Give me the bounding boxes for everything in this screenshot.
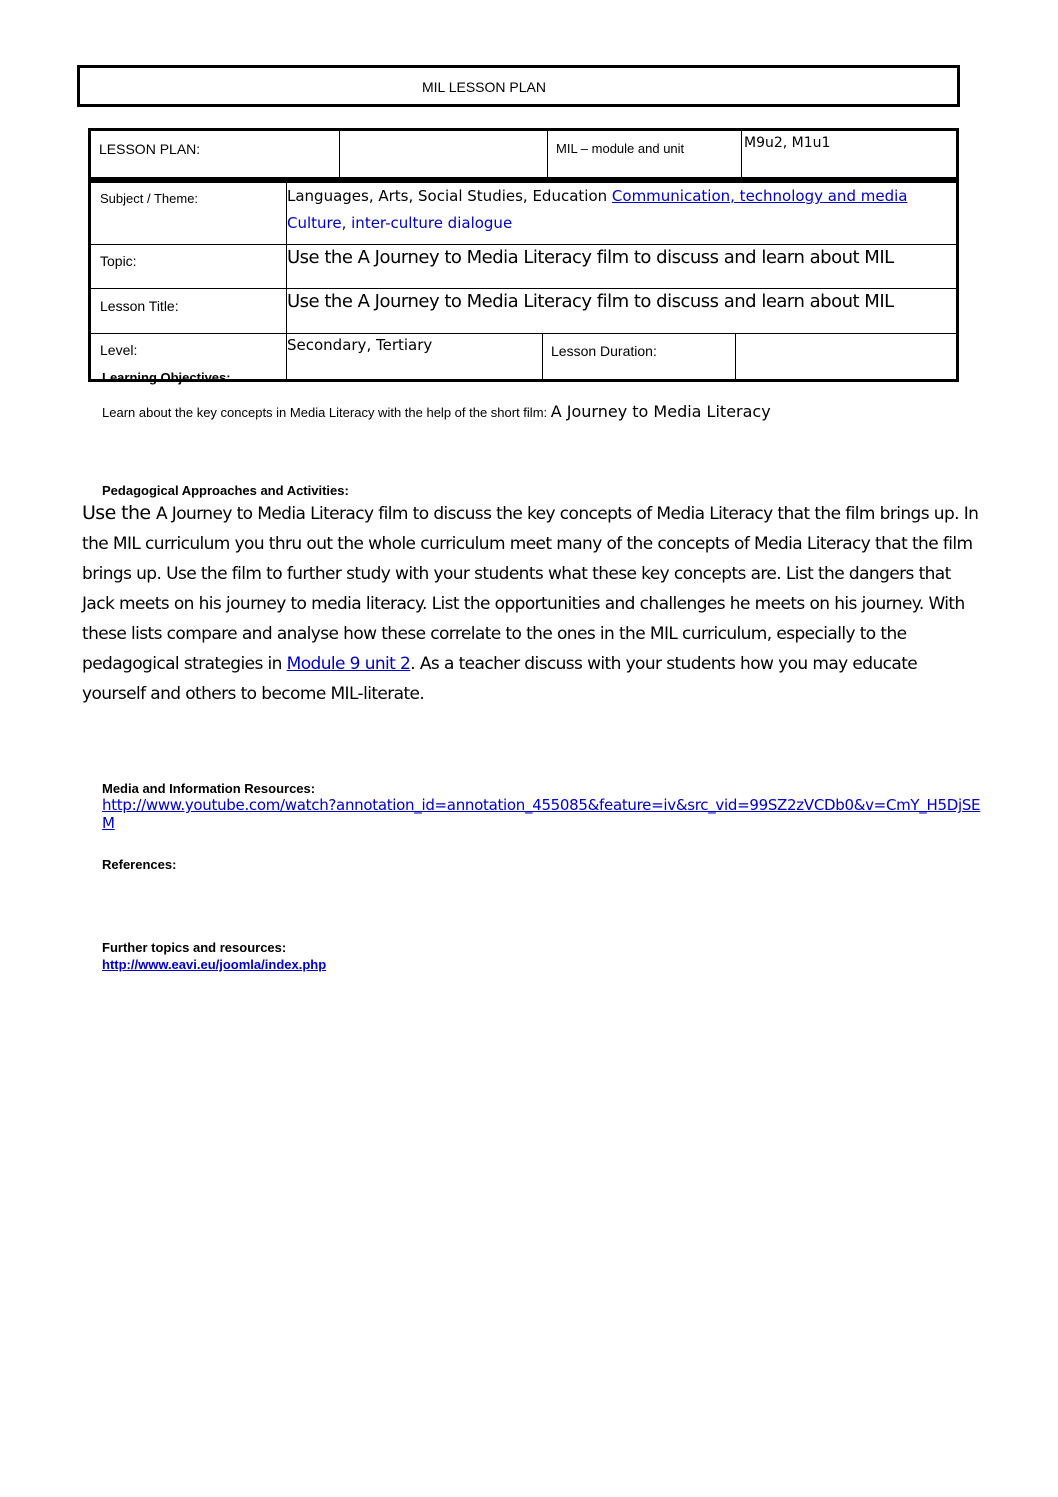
topic-label: Topic: xyxy=(90,245,287,289)
lesson-title-value: Use the A Journey to Media Literacy film to discuss and learn about MIL xyxy=(287,289,958,334)
duration-value xyxy=(736,334,958,381)
subject-link-communication[interactable]: Communication, technology and media xyxy=(611,187,908,205)
lesson-plan-label: LESSON PLAN: xyxy=(90,130,340,179)
resources-heading: Media and Information Resources: xyxy=(102,781,316,796)
lesson-title-label: Lesson Title: xyxy=(90,289,287,334)
info-table xyxy=(88,180,959,382)
learning-objectives-body: Learn about the key concepts in Media Literacy with the help of the short film: xyxy=(102,405,551,420)
references-heading: References: xyxy=(102,857,177,872)
pedagogical-lead: Use the xyxy=(82,502,156,524)
subject-label: Subject / Theme: xyxy=(90,182,287,245)
subject-value-cell xyxy=(287,182,958,245)
learning-objectives-text xyxy=(102,402,771,421)
eavi-resource-link[interactable]: http://www.eavi.eu/joomla/index.php xyxy=(102,957,327,972)
pedagogical-body: A Journey to Media Literacy film to discuss the key concepts of Media Literacy that the film brings up. In the MIL curriculum you thru out the whole curriculum meet many of the concepts of Media Literacy that the film brings up. Use the film to further study with your students what these key concepts are. List the dangers that Jack meets on his journey to media literacy. List the opportunities and challenges he meets on his journey. With these lists compare and analyse how these correlate to the ones in the MIL curriculum, especially to the pedagogical strategies in xyxy=(82,504,979,674)
lesson-plan-value xyxy=(340,130,548,179)
further-topics-heading: Further topics and resources: xyxy=(102,940,287,955)
duration-label: Lesson Duration: xyxy=(543,334,736,381)
film-name: A Journey to Media Literacy xyxy=(550,402,771,421)
topic-value: Use the A Journey to Media Literacy film to discuss and learn about MIL xyxy=(287,245,958,289)
document-title-box xyxy=(77,65,960,107)
document-title: MIL LESSON PLAN xyxy=(422,79,546,95)
pedagogical-heading: Pedagogical Approaches and Activities: xyxy=(102,483,349,498)
subject-value: Languages, Arts, Social Studies, Education xyxy=(287,187,608,205)
header-table xyxy=(88,128,959,180)
module-9-unit-2-link[interactable]: Module 9 unit 2 xyxy=(286,654,411,674)
learning-objectives-heading: Learning Objectives: xyxy=(102,370,231,385)
subject-link-culture[interactable]: Culture, inter-culture dialogue xyxy=(287,214,513,232)
level-value: Secondary, Tertiary xyxy=(287,334,543,381)
level-label: Level: xyxy=(90,334,287,381)
pedagogical-body-end: . As a teacher discuss with your students how you may educate yourself and others to become MIL-literate. xyxy=(82,654,918,704)
module-label: MIL – module and unit xyxy=(548,130,742,179)
module-value: M9u2, M1u1 xyxy=(742,130,958,179)
pedagogical-text xyxy=(82,498,982,709)
youtube-resource-link[interactable]: http://www.youtube.com/watch?annotation_id=annotation_455085&feature=iv&src_vid=99SZ2zVCDb0&v=CmY_H5DjSEM xyxy=(102,796,981,832)
